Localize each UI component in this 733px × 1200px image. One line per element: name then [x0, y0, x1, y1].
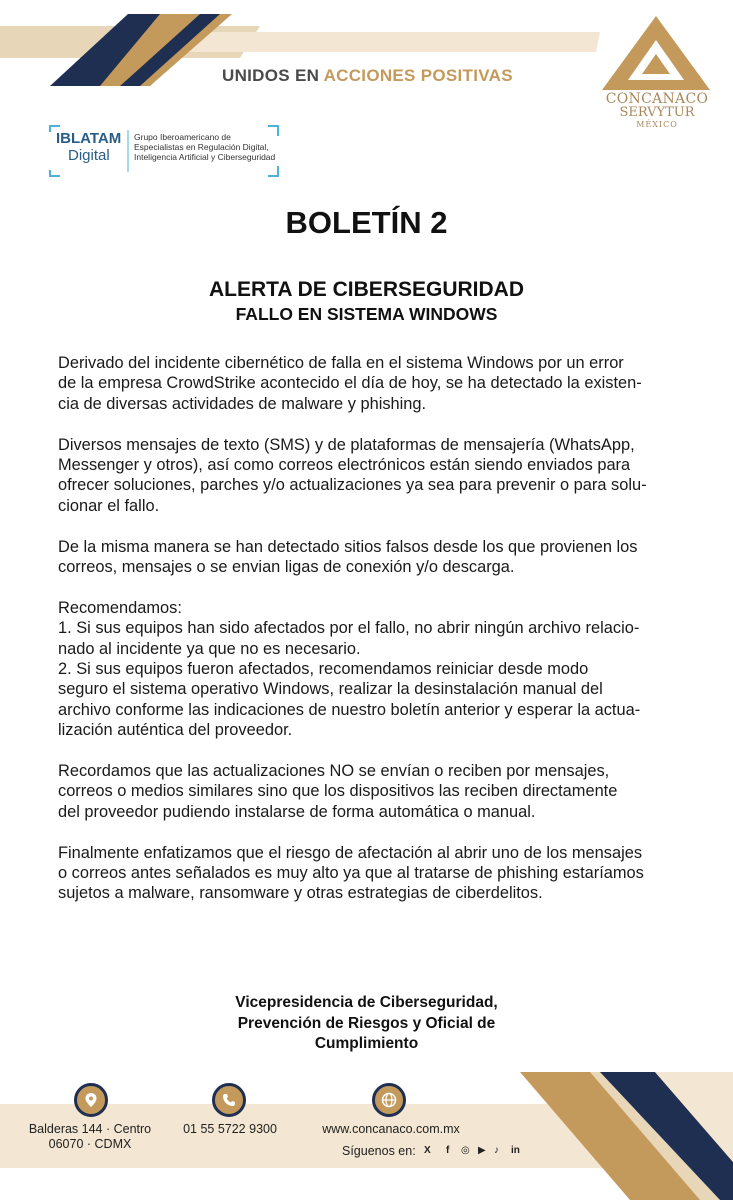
body-line: del proveedor pudiendo instalarse de forma automática o manual.	[58, 802, 536, 821]
iblatam-description	[134, 132, 280, 162]
body-line: de la empresa CrowdStrike acontecido el día de hoy, se ha detectado la existen-	[58, 374, 642, 393]
social-label: Síguenos en:	[342, 1144, 416, 1158]
bulletin-body	[58, 353, 698, 924]
address	[20, 1122, 160, 1152]
body-line: nado al incidente ya que no es necesario.	[58, 639, 361, 658]
body-line: Diversos mensajes de texto (SMS) y de plataformas de mensajería (WhatsApp,	[58, 435, 635, 454]
body-line: De la misma manera se han detectado sitios falsos desde los que provienen los	[58, 537, 638, 556]
header-light-band	[150, 32, 600, 52]
website-link[interactable]: www.concanaco.com.mx	[322, 1122, 460, 1136]
slogan-accent: ACCIONES POSITIVAS	[323, 66, 513, 85]
signature-line: Prevención de Riesgos y Oficial de	[237, 1014, 496, 1032]
body-line: archivo conforme las indicaciones de nuestro boletín anterior y esperar la actua-	[58, 700, 641, 719]
iblatam-description-line: Inteligencia Artificial y Ciberseguridad	[134, 152, 276, 162]
signature-block	[0, 993, 733, 1055]
body-line: Recordamos que las actualizaciones NO se envían o reciben por mensajes,	[58, 762, 610, 781]
location-pin-icon	[74, 1083, 108, 1117]
triangle-logo-icon	[600, 14, 712, 92]
body-paragraph	[58, 435, 698, 517]
linkedin-icon[interactable]: in	[511, 1145, 520, 1156]
body-paragraph	[58, 353, 698, 414]
slogan-prefix: UNIDOS EN	[222, 66, 320, 85]
signature-line: Vicepresidencia de Ciberseguridad,	[235, 994, 498, 1011]
body-paragraph	[58, 761, 698, 822]
body-line: Finalmente enfatizamos que el riesgo de afectación al abrir uno de los mensajes	[58, 843, 643, 862]
body-line: correos o medios similares sino que los dispositivos las reciben directamente	[58, 782, 618, 801]
body-line: cia de diversas actividades de malware y phishing.	[58, 394, 427, 413]
youtube-icon[interactable]: ▶	[478, 1145, 486, 1156]
body-line: ofrecer soluciones, parches y/o actualizaciones ya sea para prevenir o para solu-	[58, 476, 647, 495]
body-paragraph	[58, 598, 698, 741]
body-line: lización auténtica del proveedor.	[58, 721, 293, 740]
brand-name: CONCANACO	[605, 91, 709, 107]
body-line: correos, mensajes o se envian ligas de conexión y/o descarga.	[58, 558, 515, 577]
body-line: cionar el fallo.	[58, 496, 160, 515]
x-icon[interactable]: X	[424, 1145, 431, 1156]
signature-line: Cumplimiento	[314, 1035, 419, 1052]
body-line: 1. Si sus equipos han sido afectados por el fallo, no abrir ningún archivo relacio-	[58, 619, 640, 638]
phone-icon	[212, 1083, 246, 1117]
brand-subname: SERVYTUR	[619, 105, 695, 120]
body-paragraph	[58, 537, 698, 578]
body-line: Messenger y otros), así como correos electrónicos están siendo enviados para	[58, 456, 631, 475]
brand-country: MÉXICO	[636, 120, 678, 129]
iblatam-description-line: Grupo Iberoamericano de	[134, 132, 231, 142]
globe-icon	[372, 1083, 406, 1117]
iblatam-description-line: Especialistas en Regulación Digital,	[134, 142, 269, 152]
tiktok-icon[interactable]: ♪	[494, 1145, 499, 1156]
alert-subtitle: FALLO EN SISTEMA WINDOWS	[235, 304, 498, 324]
facebook-icon[interactable]: f	[446, 1145, 450, 1156]
iblatam-name: IBLATAM	[56, 130, 122, 147]
phone-number: 01 55 5722 9300	[183, 1122, 277, 1136]
address-line: Balderas 144 · Centro	[28, 1122, 152, 1136]
body-line: o correos antes señalados es muy alto ya que al tratarse de phishing estaríamos	[58, 864, 644, 883]
bulletin-title: BOLETÍN 2	[285, 205, 448, 240]
slogan	[222, 66, 513, 86]
body-line: sujetos a malware, ransomware y otras estrategias de ciberdelitos.	[58, 884, 543, 903]
alert-title: ALERTA DE CIBERSEGURIDAD	[208, 278, 524, 301]
iblatam-subname: Digital	[68, 147, 110, 164]
body-line: Derivado del incidente cibernético de falla en el sistema Windows por un error	[58, 354, 624, 372]
body-line: Recomendamos:	[58, 598, 182, 617]
address-line: 06070 · CDMX	[48, 1137, 132, 1151]
footer-decoration	[480, 1072, 733, 1200]
body-line: 2. Si sus equipos fueron afectados, recomendamos reiniciar desde modo	[58, 660, 589, 679]
instagram-icon[interactable]: ◎	[461, 1145, 470, 1156]
body-paragraph	[58, 843, 698, 904]
body-line: seguro el sistema operativo Windows, realizar la desinstalación manual del	[58, 680, 603, 699]
